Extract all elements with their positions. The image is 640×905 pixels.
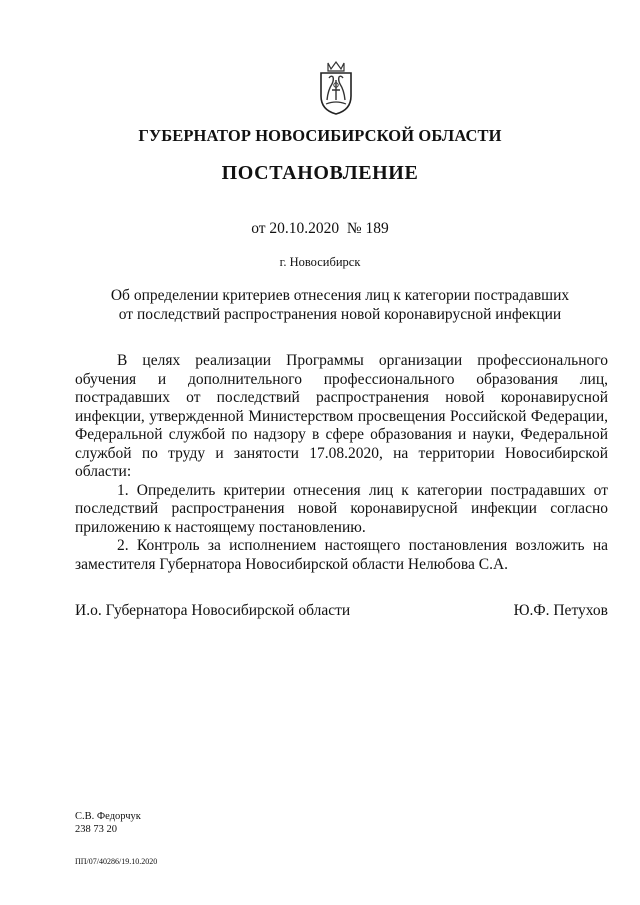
- resolution-item-2: 2. Контроль за исполнением настоящего постановления возложить на заместителя Губернатора Новосибирской области Нелюбова С.А.: [75, 537, 608, 573]
- document-body: [75, 352, 608, 574]
- document-subject: [60, 286, 620, 324]
- document-date-number: от 20.10.2020 № 189: [251, 220, 389, 237]
- resolution-item-1: 1. Определить критерии отнесения лиц к категории пострадавших от последствий распространения новой коронавирусной инфекции согласно приложению к настоящему постановлению.: [75, 481, 608, 536]
- document-type: ПОСТАНОВЛЕНИЕ: [221, 162, 419, 184]
- coat-of-arms-icon: [316, 60, 356, 116]
- signatory-position: И.о. Губернатора Новосибирской области: [75, 602, 351, 619]
- executor-phone: 238 73 20: [75, 824, 117, 835]
- authority-title: ГУБЕРНАТОР НОВОСИБИРСКОЙ ОБЛАСТИ: [138, 126, 502, 145]
- subject-line-2: от последствий распространения новой коронавирусной инфекции: [118, 306, 562, 323]
- subject-line-1: Об определении критериев отнесения лиц к категории пострадавших: [110, 287, 570, 304]
- preamble-paragraph: В целях реализации Программы организации профессионального обучения и дополнительного профессионального образования лиц, пострадавших от последствий распространения новой коронавирусной инфекции, утвержденной Министерством просвещения Российской Федерации, Федеральной службой по надзору в сфере образования и науки, Федеральной службой по труду и занятости 17.08.2020, на территории Новосибирской области:: [75, 352, 608, 480]
- executor-block: [75, 810, 141, 836]
- document-city: г. Новосибирск: [279, 255, 361, 269]
- executor-name: С.В. Федорчук: [75, 811, 141, 822]
- signatory-name: Ю.Ф. Петухов: [513, 602, 608, 619]
- document-reference: ПП/07/40286/19.10.2020: [75, 857, 158, 866]
